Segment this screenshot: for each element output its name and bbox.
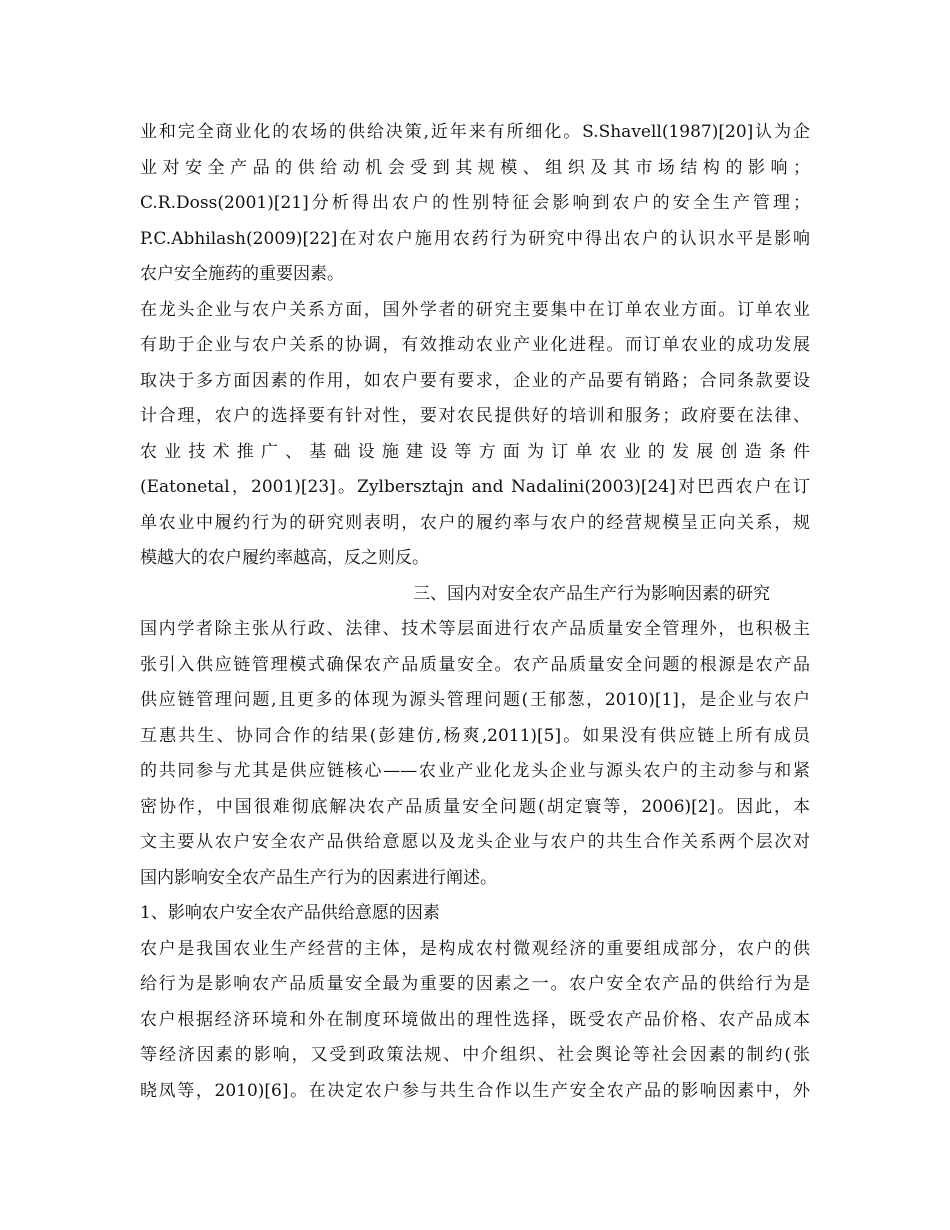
text-line: 农业技术推广、基础设施建设等方面为订单农业的发展创造条件: [140, 441, 810, 462]
text-line: 密协作，中国很难彻底解决农产品质量安全问题(胡定寰等，2006)[2]。因此，本: [140, 796, 810, 817]
text-line: 互惠共生、协同合作的结果(彭建仿,杨爽,2011)[5]。如果没有供应链上所有成员: [140, 725, 810, 746]
document-body: [140, 115, 810, 1109]
text-line: 业对安全产品的供给动机会受到其规模、组织及其市场结构的影响；: [140, 157, 810, 178]
text-line: 农户是我国农业生产经营的主体，是构成农村微观经济的重要组成部分，农户的供: [140, 938, 810, 959]
text-line: (Eatonetal，2001)[23]。Zylbersztajn and Nadalini(2003)[24]对巴西农户在订: [140, 477, 810, 497]
text-line: 国内影响安全农产品生产行为的因素进行阐述。: [140, 867, 497, 888]
text-line: 模越大的农户履约率越高，反之则反。: [140, 548, 429, 568]
text-line: 等经济因素的影响，又受到政策法规、中介组织、社会舆论等社会因素的制约(张: [140, 1045, 810, 1065]
text-line: 单农业中履约行为的研究则表明，农户的履约率与农户的经营规模呈正向关系，规: [140, 512, 810, 533]
text-line: 在龙头企业与农户关系方面，国外学者的研究主要集中在订单农业方面。订单农业: [140, 299, 810, 320]
text-line: 文主要从农户安全农产品供给意愿以及龙头企业与农户的共生合作关系两个层次对: [140, 832, 810, 852]
text-line: P.C.Abhilash(2009)[22]在对农户施用农药行为研究中得出农户的认识水平是影响: [140, 228, 810, 249]
text-line: 张引入供应链管理模式确保农产品质量安全。农产品质量安全问题的根源是农产品: [140, 654, 810, 675]
text-line: 农户安全施药的重要因素。: [140, 264, 344, 284]
text-line: 计合理，农户的选择要有针对性，要对农民提供好的培训和服务；政府要在法律、: [140, 406, 810, 426]
text-line: 晓凤等，2010)[6]。在决定农户参与共生合作以生产安全农产品的影响因素中，外: [140, 1080, 810, 1101]
text-line: 业和完全商业化的农场的供给决策,近年来有所细化。S.Shavell(1987)[20]认为企: [140, 122, 810, 142]
text-line: 国内学者除主张从行政、法律、技术等层面进行农产品质量安全管理外，也积极主: [140, 619, 810, 639]
text-line: C.R.Doss(2001)[21]分析得出农户的性别特征会影响到农户的安全生产管理；: [140, 193, 810, 213]
text-line: 取决于多方面因素的作用，如农户要有要求，企业的产品要有销路；合同条款要设: [140, 370, 810, 391]
text-line: 的共同参与尤其是供应链核心——农业产业化龙头企业与源头农户的主动参与和紧: [140, 761, 810, 781]
text-line: 给行为是影响农产品质量安全最为重要的因素之一。农户安全农产品的供给行为是: [140, 974, 810, 994]
subsection-heading: 1、影响农户安全农产品供给意愿的因素: [140, 903, 440, 923]
section-heading: 三、国内对安全农产品生产行为影响因素的研究: [413, 583, 770, 604]
text-line: 供应链管理问题,且更多的体现为源头管理问题(王郁葱，2010)[1]，是企业与农户: [140, 690, 810, 710]
text-line: 有助于企业与农户关系的协调，有效推动农业产业化进程。而订单农业的成功发展: [140, 335, 810, 355]
text-line: 农户根据经济环境和外在制度环境做出的理性选择，既受农产品价格、农产品成本: [140, 1009, 810, 1030]
